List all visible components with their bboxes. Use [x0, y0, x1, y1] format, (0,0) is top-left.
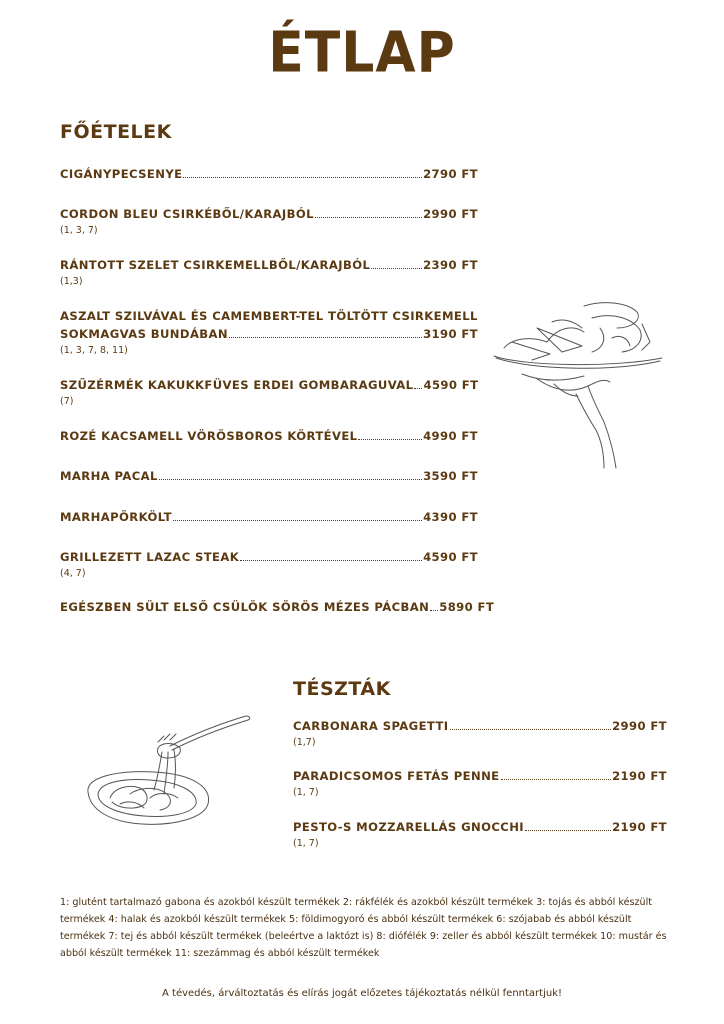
item-name: MARHAPÖRKÖLT — [60, 510, 172, 524]
item-name: PESTO-S MOZZARELLÁS GNOCCHI — [293, 820, 525, 834]
item-price: 5890 FT — [439, 600, 495, 614]
item-allergens: (1, 7) — [293, 838, 319, 849]
item-name: SZŰZÉRMÉK KAKUKKFÜVES ERDEI GOMBARAGUVAL — [60, 378, 414, 392]
pasta-list — [293, 0, 667, 1024]
item-price: 2190 FT — [612, 820, 667, 834]
item-price: 3590 FT — [423, 469, 478, 483]
item-name: CORDON BLEU CSIRKÉBŐL/KARAJBÓL — [60, 207, 314, 221]
item-name: EGÉSZBEN SÜLT ELSŐ CSÜLÖK SÖRÖS MÉZES PÁCBAN — [60, 600, 430, 614]
menu-item — [293, 819, 667, 850]
menu-item — [293, 768, 667, 799]
item-name: ROZÉ KACSAMELL VÖRÖSBOROS KÖRTÉVEL — [60, 429, 358, 443]
item-allergens: (1, 3, 7) — [60, 225, 98, 236]
item-name: SOKMAGVAS BUNDÁBAN — [60, 327, 229, 341]
allergen-legend: 1: glutént tartalmazó gabona és azokból készült termékek 2: rákfélék és azokból készült termékek 3: tojás és abból készült termékek 4: halak és azokból készült termékek 5: földimogyoró és abból készült termékek 6: szójabab és abból készült termékek 7: tej és abból készült termékek (beleértve a laktózt is) 8: diófélék 9: zeller és abból készült termékek 10: mustár és abból készült termékek 11: szezámmag és abból készült termékek — [60, 897, 667, 959]
item-name: PARADICSOMOS FETÁS PENNE — [293, 769, 500, 783]
item-allergens: (1, 7) — [293, 787, 319, 798]
item-name: RÁNTOTT SZELET CSIRKEMELLBŐL/KARAJBÓL — [60, 258, 371, 272]
item-name: CARBONARA SPAGETTI — [293, 719, 449, 733]
item-price: 4990 FT — [423, 429, 478, 443]
fork-spaghetti-plate-icon — [84, 712, 254, 830]
section-title-pasta: TÉSZTÁK — [293, 678, 391, 700]
item-allergens: (1,7) — [293, 737, 316, 748]
item-price: 2990 FT — [423, 207, 478, 221]
item-price: 4390 FT — [423, 510, 478, 524]
item-allergens: (1, 3, 7, 8, 11) — [60, 345, 128, 356]
menu-item — [293, 718, 667, 749]
item-allergens: (1,3) — [60, 276, 83, 287]
section-title-main-courses: FŐÉTELEK — [60, 121, 172, 143]
item-price: 2190 FT — [612, 769, 667, 783]
leader-dots — [501, 779, 612, 780]
item-price: 4590 FT — [423, 378, 479, 392]
leader-dots — [450, 729, 612, 730]
item-name: CIGÁNYPECSENYE — [60, 167, 183, 181]
leader-dots — [525, 830, 611, 831]
item-allergens: (4, 7) — [60, 568, 86, 579]
item-name-line1: ASZALT SZILVÁVAL ÉS CAMEMBERT-TEL TÖLTÖTT CSIRKEMELL — [60, 309, 478, 323]
menu-title: ÉTLAP — [268, 20, 456, 86]
item-price: 2390 FT — [423, 258, 478, 272]
disclaimer: A tévedés, árváltoztatás és elírás jogát előzetes tájékoztatás nélkül fenntartjuk! — [162, 988, 562, 999]
item-name: MARHA PACAL — [60, 469, 158, 483]
item-allergens: (7) — [60, 396, 74, 407]
item-price: 2990 FT — [612, 719, 667, 733]
item-price: 3190 FT — [423, 327, 478, 341]
item-price: 4590 FT — [423, 550, 478, 564]
item-price: 2790 FT — [423, 167, 478, 181]
item-name: GRILLEZETT LAZAC STEAK — [60, 550, 240, 564]
